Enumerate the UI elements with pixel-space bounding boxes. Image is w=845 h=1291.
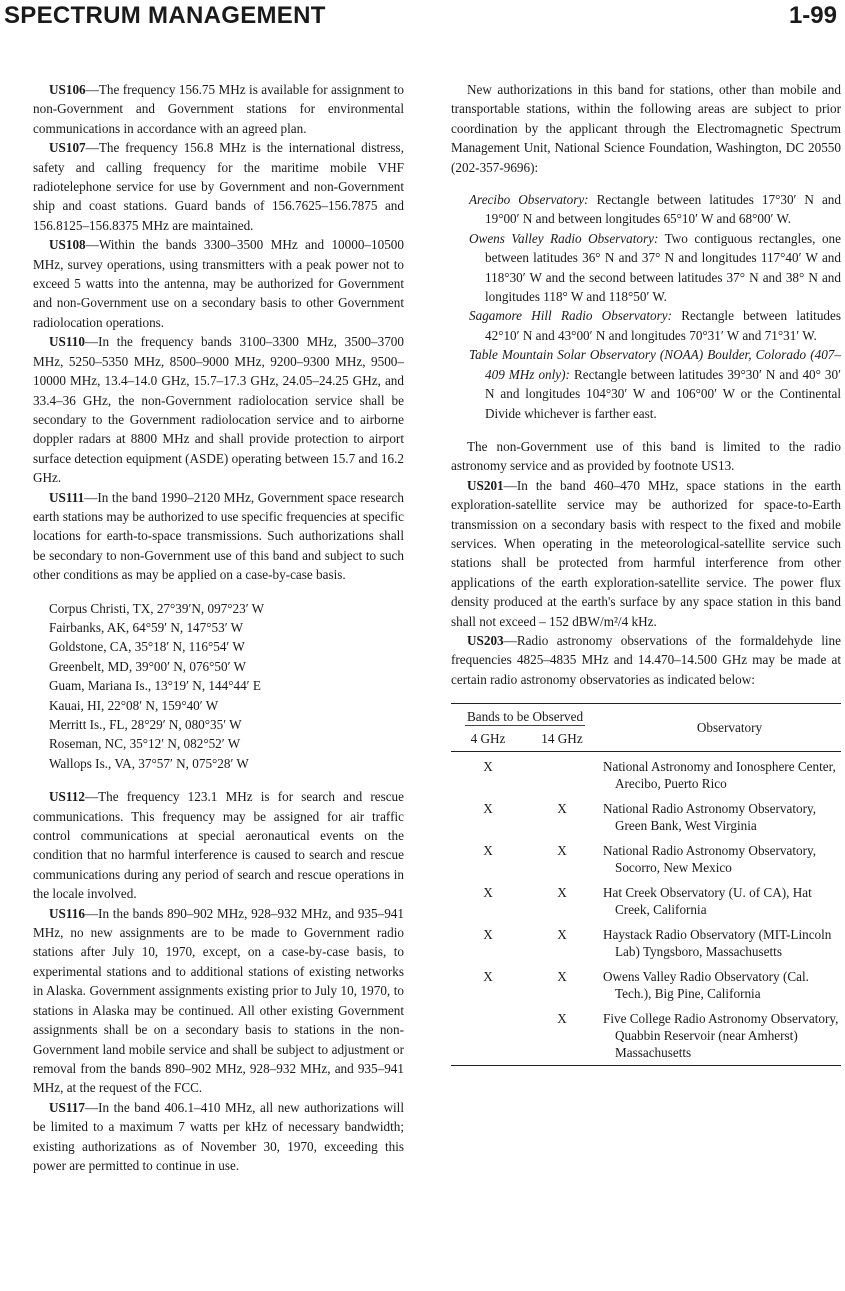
list-item bbox=[469, 229, 841, 307]
footnote-text: —In the band 460–470 MHz, space stations in the earth exploration-satellite service may be authorized for space-to-Earth transmission on a secondary basis with respect to the fixed and mobile services. When operating in the meteorological-satellite service such stations shall be protected from harmful interference from other applications of the earth exploration-satellite service. The power flux density produced at the earth's surface by any space station in this band shall not exceed – 152 dBW/m²/4 kHz. bbox=[451, 477, 841, 629]
table-row bbox=[451, 794, 841, 836]
footnote-text: —In the band 1990–2120 MHz, Government space research earth stations may be authorized to use specific frequencies at specific locations for earth-to-space transmissions. Such authorizations shall be secondary to non-Government use of this band and subject to such other conditions as may be applied on a case-by-case basis. bbox=[33, 489, 404, 583]
footnote-us111 bbox=[33, 488, 404, 585]
cell-observatory: Hat Creek Observatory (U. of CA), Hat Creek, California bbox=[603, 885, 812, 918]
cell-observatory: National Radio Astronomy Observatory, Socorro, New Mexico bbox=[603, 843, 817, 876]
footnote-label: US110 bbox=[49, 334, 85, 350]
observatory-name: Arecibo Observatory: bbox=[469, 192, 589, 208]
footnote-label: US117 bbox=[49, 1099, 85, 1115]
list-item: Kauai, HI, 22°08′ N, 159°40′ W bbox=[49, 697, 219, 713]
list-item bbox=[469, 190, 841, 229]
table-row bbox=[451, 1004, 841, 1066]
right-column bbox=[451, 80, 841, 1066]
cell-4ghz: X bbox=[483, 843, 493, 859]
observatory-area: Rectangle between latitudes 39°30′ N and 40° 30′ N and longitudes 104°30′ W and 106°00′ W or the Continental Divide whichever is farther east. bbox=[485, 366, 841, 421]
list-item bbox=[469, 306, 841, 345]
cell-observatory: Owens Valley Radio Observatory (Cal. Tech.), Big Pine, California bbox=[603, 969, 809, 1002]
table-row bbox=[451, 920, 841, 962]
list-item: Goldstone, CA, 35°18′ N, 116°54′ W bbox=[49, 639, 245, 655]
cell-14ghz bbox=[525, 752, 599, 795]
table-header-row bbox=[451, 704, 841, 728]
observatory-column-header: Observatory bbox=[696, 720, 763, 736]
cell-4ghz: X bbox=[483, 927, 493, 943]
list-item bbox=[469, 345, 841, 423]
cell-4ghz bbox=[451, 1004, 525, 1066]
footnote-label: US106 bbox=[49, 82, 86, 97]
footnote-label: US203 bbox=[467, 632, 504, 648]
footnote-us117 bbox=[33, 1098, 404, 1176]
left-column bbox=[33, 80, 404, 1175]
footnote-us201 bbox=[451, 476, 841, 631]
table-row bbox=[451, 752, 841, 795]
cell-4ghz: X bbox=[483, 885, 493, 901]
non-government-use-paragraph: The non-Government use of this band is limited to the radio astronomy service and as provided by footnote US13. bbox=[451, 438, 841, 474]
footnote-us110 bbox=[33, 332, 404, 487]
list-item: Merritt Is., FL, 28°29′ N, 080°35′ W bbox=[49, 717, 242, 732]
footnote-label: US107 bbox=[49, 140, 86, 156]
list-item: Greenbelt, MD, 39°00′ N, 076°50′ W bbox=[49, 658, 247, 674]
footnote-us203 bbox=[451, 631, 841, 689]
footnote-label: US108 bbox=[49, 237, 86, 253]
observatory-name: Table Mountain Solar Observatory (NOAA) Boulder, Colorado (407–409 MHz only): bbox=[469, 347, 841, 382]
footnote-text: —The frequency 123.1 MHz is for search and rescue communications. This frequency may be assigned for air traffic control communications at special aeronautical events on the condition that no harmful interference is caused to search and rescue communications during any period of search and rescue operations in the locale involved. bbox=[33, 789, 404, 902]
bands-group-header: Bands to be Observed bbox=[466, 709, 584, 725]
table-row bbox=[451, 878, 841, 920]
page-header bbox=[0, 0, 845, 34]
observatory-area-list bbox=[469, 190, 841, 423]
column-header-4ghz: 4 GHz bbox=[470, 731, 506, 747]
section-title: SPECTRUM MANAGEMENT bbox=[4, 2, 326, 29]
cell-observatory: National Radio Astronomy Observatory, Green Bank, West Virginia bbox=[603, 801, 817, 834]
observatory-bands-table bbox=[451, 703, 841, 1066]
footnote-text: —In the bands 890–902 MHz, 928–932 MHz, and 935–941 MHz, no new assignments are to be made to Government radio stations after July 10, 1970, except, on a case-by-case basis, to experimental stations and to additional stations of existing networks in Alaska. Government assignments existing prior to July 10, 1970, to stations in Alaska may be continued. All other existing Government assignments shall be on a secondary basis to stations in the non-Government land mobile service and shall be subject to adjustment or removal from the bands 890–902 MHz, 928–932 MHz, and 935–941 MHz, at the request of the FCC. bbox=[33, 905, 404, 1096]
footnote-text: —Radio astronomy observations of the formaldehyde line frequencies 4825–4835 MHz and 14.470–14.500 GHz may be made at certain radio astronomy observatories as indicated below: bbox=[451, 632, 841, 687]
list-item: Guam, Mariana Is., 13°19′ N, 144°44′ E bbox=[49, 678, 261, 694]
footnote-label: US111 bbox=[49, 489, 85, 505]
cell-14ghz: X bbox=[557, 843, 567, 859]
cell-4ghz: X bbox=[483, 801, 493, 817]
cell-observatory: National Astronomy and Ionosphere Center, Arecibo, Puerto Rico bbox=[603, 759, 836, 792]
list-item: Roseman, NC, 35°12′ N, 082°52′ W bbox=[49, 736, 241, 752]
table-row bbox=[451, 962, 841, 1004]
footnote-us107 bbox=[33, 138, 404, 235]
observatory-area: Rectangle between latitudes 17°30′ N and 19°00′ N and between longitudes 65°10′ W and 68°00′ W. bbox=[485, 192, 841, 227]
cell-4ghz: X bbox=[483, 759, 493, 775]
footnote-us108 bbox=[33, 235, 404, 332]
list-item: Fairbanks, AK, 64°59′ N, 147°53′ W bbox=[49, 619, 244, 635]
cell-4ghz: X bbox=[483, 969, 493, 985]
cell-14ghz: X bbox=[557, 969, 567, 985]
observatory-name: Sagamore Hill Radio Observatory: bbox=[469, 308, 672, 324]
cell-14ghz: X bbox=[557, 801, 567, 817]
coordination-intro: New authorizations in this band for stations, other than mobile and transportable stations, within the following areas are subject to prior coordination by the applicant through the Electromagnetic Spectrum Management Unit, National Science Foundation, Washington, DC 20550 (202-357-9696): bbox=[451, 82, 841, 175]
observatory-area: Rectangle between latitudes 42°10′ N and 43°00′ N and longitudes 70°31′ W and 71°31′ W. bbox=[485, 308, 841, 343]
cell-14ghz: X bbox=[557, 1011, 567, 1027]
page-number: 1-99 bbox=[788, 2, 837, 29]
footnote-us112 bbox=[33, 787, 404, 903]
cell-14ghz: X bbox=[557, 927, 567, 943]
observatory-area: Two contiguous rectangles, one between latitudes 36° N and 37° N and longitudes 117°40′ W and 118°30′ W and the second between latitudes 37° N and 38° N and longitudes 118° W and 118°50′ W. bbox=[485, 230, 841, 305]
footnote-text: —In the band 406.1–410 MHz, all new authorizations will be limited to a maximum 7 watts per kHz of necessary bandwidth; existing authorizations as of November 30, 1970, exceeding this power are permitted to continue in use. bbox=[33, 1099, 404, 1173]
cell-observatory: Five College Radio Astronomy Observatory, Quabbin Reservoir (near Amherst) Massachusetts bbox=[603, 1011, 839, 1061]
footnote-text: —The frequency 156.8 MHz is the international distress, safety and calling frequency for the maritime mobile VHF radiotelephone service for use by Government and non-Government ship and coast stations. Guard bands of 156.7625–156.7875 and 156.8125–156.8375 MHz are maintained. bbox=[33, 140, 404, 233]
footnote-text: —Within the bands 3300–3500 MHz and 10000–10500 MHz, survey operations, using transmitters with a peak power not to exceed 5 watts into the antenna, may be authorized for Government and non-Government use on a secondary basis to other Government radiolocation operations. bbox=[33, 237, 404, 330]
footnote-us116 bbox=[33, 904, 404, 1098]
list-item: Corpus Christi, TX, 27°39′N, 097°23′ W bbox=[49, 600, 265, 616]
earth-station-location-list bbox=[49, 599, 404, 774]
footnote-label: US201 bbox=[467, 477, 504, 493]
footnote-us106 bbox=[33, 80, 404, 138]
footnote-text: —In the frequency bands 3100–3300 MHz, 3500–3700 MHz, 5250–5350 MHz, 8500–9000 MHz, 9200–9300 MHz, 9500–10000 MHz, 13.4–14.0 GHz, 15.7–17.3 GHz, 24.05–24.25 GHz, and 33.4–36 GHz, the non-Government radiolocation service shall be secondary to the Government radiolocation service and to airborne doppler radars at 8800 MHz and shall provide protection to airport surface detection equipment (ASDE) operating between 15.7 and 16.2 GHz. bbox=[33, 334, 404, 486]
column-header-14ghz: 14 GHz bbox=[541, 731, 583, 747]
observatory-name: Owens Valley Radio Observatory: bbox=[469, 230, 659, 246]
footnote-text: —The frequency 156.75 MHz is available for assignment to non-Government and Government stations for environmental communications in accordance with an agreed plan. bbox=[33, 82, 404, 136]
footnote-label: US116 bbox=[49, 905, 85, 921]
table-row bbox=[451, 836, 841, 878]
footnote-label: US112 bbox=[49, 789, 85, 805]
cell-observatory: Haystack Radio Observatory (MIT-Lincoln Lab) Tyngsboro, Massachusetts bbox=[603, 927, 832, 960]
cell-14ghz: X bbox=[557, 885, 567, 901]
list-item: Wallops Is., VA, 37°57′ N, 075°28′ W bbox=[49, 755, 249, 771]
